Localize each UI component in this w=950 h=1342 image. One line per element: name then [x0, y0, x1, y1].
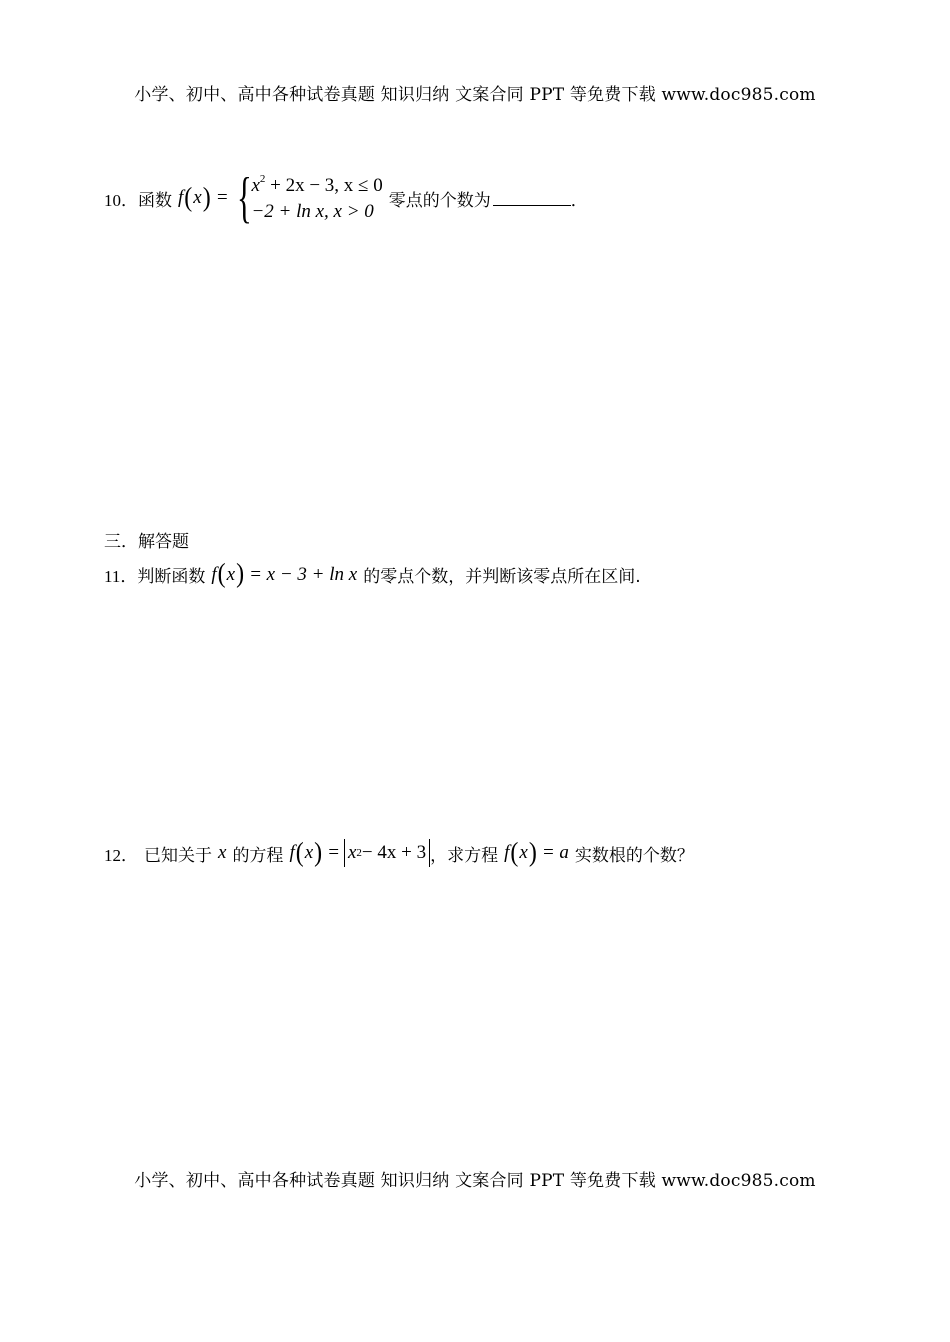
right-paren-2: )	[528, 837, 537, 868]
piecewise-cases	[251, 173, 382, 223]
question-number: 11．	[104, 567, 138, 586]
function-variable: x	[226, 563, 236, 585]
question-text-suffix: 实数根的个数？	[574, 845, 694, 866]
function-variable: x	[193, 187, 202, 208]
left-paren: (	[217, 558, 226, 589]
rhs-expression: = a	[541, 842, 569, 863]
equals-sign: =	[327, 842, 340, 863]
right-paren: )	[202, 182, 211, 213]
function-name-2: f	[504, 842, 510, 863]
right-paren: )	[314, 837, 323, 868]
abs-base: x	[347, 842, 357, 863]
abs-rest: − 4x + 3	[361, 842, 427, 863]
variable: x	[218, 842, 227, 863]
left-paren: (	[184, 182, 193, 213]
piecewise-brace: {	[236, 167, 252, 229]
question-number: 12．	[104, 845, 138, 865]
question-number: 10．	[104, 190, 138, 210]
right-paren: )	[236, 558, 245, 589]
question-text-suffix: 的零点个数，并判断该零点所在区间.	[363, 567, 641, 587]
case-1	[251, 173, 382, 197]
question-text-suffix: 零点的个数为	[388, 190, 491, 211]
case-1-rest: + 2x − 3, x ≤ 0	[265, 175, 383, 196]
case-1-exponent: 2	[259, 173, 266, 185]
equals-sign: =	[215, 187, 229, 208]
answer-blank	[493, 191, 571, 206]
page-header: 小学、初中、高中各种试卷真题 知识归纳 文案合同 PPT 等免费下载 www.doc985.com	[134, 85, 816, 105]
left-paren-2: (	[510, 837, 519, 868]
function-expression: = x − 3 + ln x	[249, 563, 358, 585]
abs-exponent: 2	[356, 847, 362, 859]
question-text-prefix: 判断函数	[137, 567, 206, 587]
case-1-base: x	[251, 175, 260, 196]
left-paren: (	[295, 837, 304, 868]
function-name: f	[211, 563, 217, 585]
period: ．	[570, 190, 588, 211]
question-text-prefix: 已知关于	[144, 845, 212, 866]
page-footer: 小学、初中、高中各种试卷真题 知识归纳 文案合同 PPT 等免费下载 www.doc985.com	[134, 1171, 816, 1191]
function-variable: x	[304, 842, 314, 863]
function-name: f	[178, 187, 184, 208]
question-text-mid-2: ，求方程	[430, 845, 499, 866]
case-2: −2 + ln x, x > 0	[251, 201, 374, 222]
question-11	[104, 558, 641, 589]
function-name: f	[289, 842, 295, 863]
question-12	[104, 839, 694, 867]
question-text-mid: 的方程	[232, 845, 284, 866]
section-title: 三．解答题	[104, 532, 189, 552]
absolute-value-expression	[344, 839, 430, 867]
function-variable-2: x	[519, 842, 528, 863]
question-10	[104, 167, 588, 229]
question-text-prefix: 函数	[138, 190, 172, 211]
